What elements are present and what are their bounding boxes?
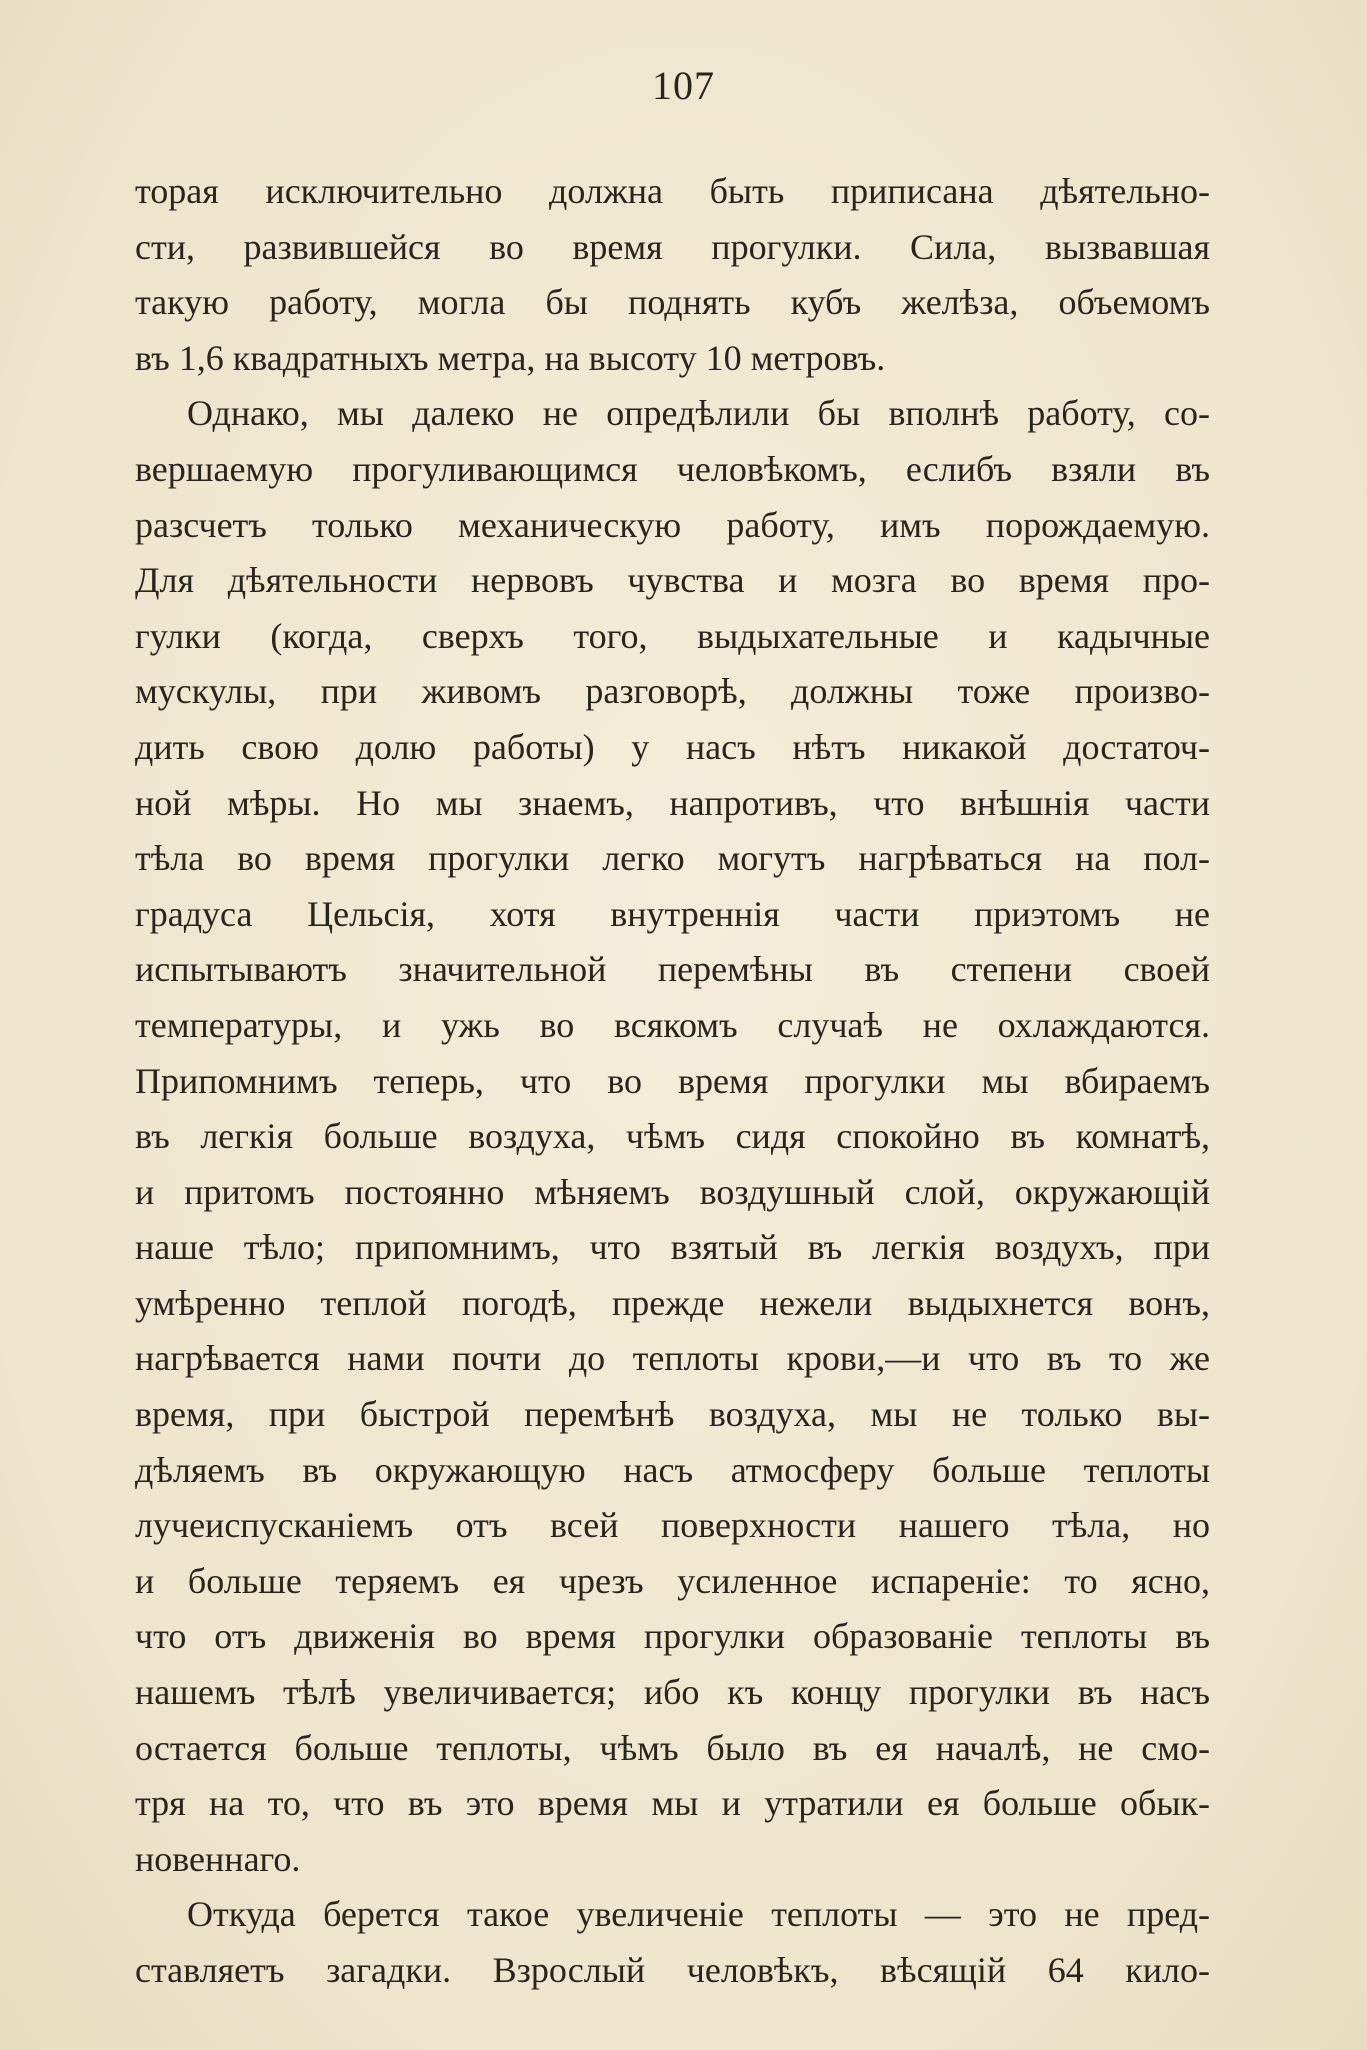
text-line: мускулы, при живомъ разговорѣ, должны тоже произво-	[135, 671, 1210, 712]
text-line: въ легкія больше воздуха, чѣмъ сидя спокойно въ комнатѣ,	[135, 1116, 1210, 1157]
text-line: остается больше теплоты, чѣмъ было въ ея началѣ, не смо-	[135, 1727, 1210, 1768]
text-line: и больше теряемъ ея чрезъ усиленное испареніе: то ясно,	[135, 1560, 1210, 1601]
text-line: въ 1,6 квадратныхъ метра, на высоту 10 метровъ.	[135, 337, 886, 378]
text-line: и притомъ постоянно мѣняемъ воздушный слой, окружающій	[135, 1171, 1210, 1212]
text-line: ной мѣры. Но мы знаемъ, напротивъ, что внѣшнія части	[135, 782, 1210, 823]
text-line: температуры, и ужь во всякомъ случаѣ не охлаждаются.	[135, 1004, 1210, 1045]
text-line: гулки (когда, сверхъ того, выдыхательные и кадычные	[135, 615, 1210, 656]
text-line: испытываютъ значительной перемѣны въ степени своей	[135, 949, 1210, 990]
text-line: наше тѣло; припомнимъ, что взятый въ легкія воздухъ, при	[135, 1227, 1210, 1268]
text-line: дить свою долю работы) у насъ нѣтъ никакой достаточ-	[135, 726, 1210, 767]
text-line: дѣляемъ въ окружающую насъ атмосферу больше теплоты	[135, 1449, 1210, 1490]
page-number: 107	[652, 63, 715, 108]
text-line: время, при быстрой перемѣнѣ воздуха, мы не только вы-	[135, 1394, 1210, 1435]
text-line: умѣренно теплой погодѣ, прежде нежели выдыхнется вонъ,	[135, 1282, 1210, 1323]
body-text	[135, 164, 1210, 1999]
text-line: сти, развившейся во время прогулки. Сила, вызвавшая	[135, 226, 1210, 267]
text-line: такую работу, могла бы поднять кубъ желѣза, объемомъ	[135, 282, 1210, 323]
text-line: тря на то, что въ это время мы и утратили ея больше обык-	[135, 1783, 1210, 1824]
text-line: Для дѣятельности нервовъ чувства и мозга во время про-	[135, 560, 1210, 601]
paragraph-start-line: Однако, мы далеко не опредѣлили бы вполнѣ работу, со-	[187, 393, 1210, 434]
paragraph-start-line: Откуда берется такое увеличеніе теплоты — это не пред-	[187, 1894, 1210, 1935]
text-line: новеннаго.	[135, 1838, 301, 1879]
text-line: вершаемую прогуливающимся человѣкомъ, еслибъ взяли въ	[135, 448, 1210, 489]
text-line: лучеиспусканіемъ отъ всей поверхности нашего тѣла, но	[135, 1505, 1210, 1546]
text-line: Припомнимъ теперь, что во время прогулки мы вбираемъ	[135, 1060, 1210, 1101]
text-line: торая исключительно должна быть приписана дѣятельно-	[135, 171, 1210, 211]
text-line: нашемъ тѣлѣ увеличивается; ибо къ концу прогулки въ насъ	[135, 1672, 1210, 1713]
text-line: нагрѣвается нами почти до теплоты крови,—и что въ то же	[135, 1338, 1210, 1379]
text-line: разсчетъ только механическую работу, имъ порождаемую.	[135, 504, 1210, 545]
text-line: что отъ движенія во время прогулки образованіе теплоты въ	[135, 1616, 1210, 1657]
text-line: ставляетъ загадки. Взрослый человѣкъ, вѣсящій 64 кило-	[135, 1950, 1210, 1990]
text-line: тѣла во время прогулки легко могутъ нагрѣваться на пол-	[135, 838, 1210, 879]
text-line: градуса Цельсія, хотя внутреннія части приэтомъ не	[135, 893, 1210, 934]
